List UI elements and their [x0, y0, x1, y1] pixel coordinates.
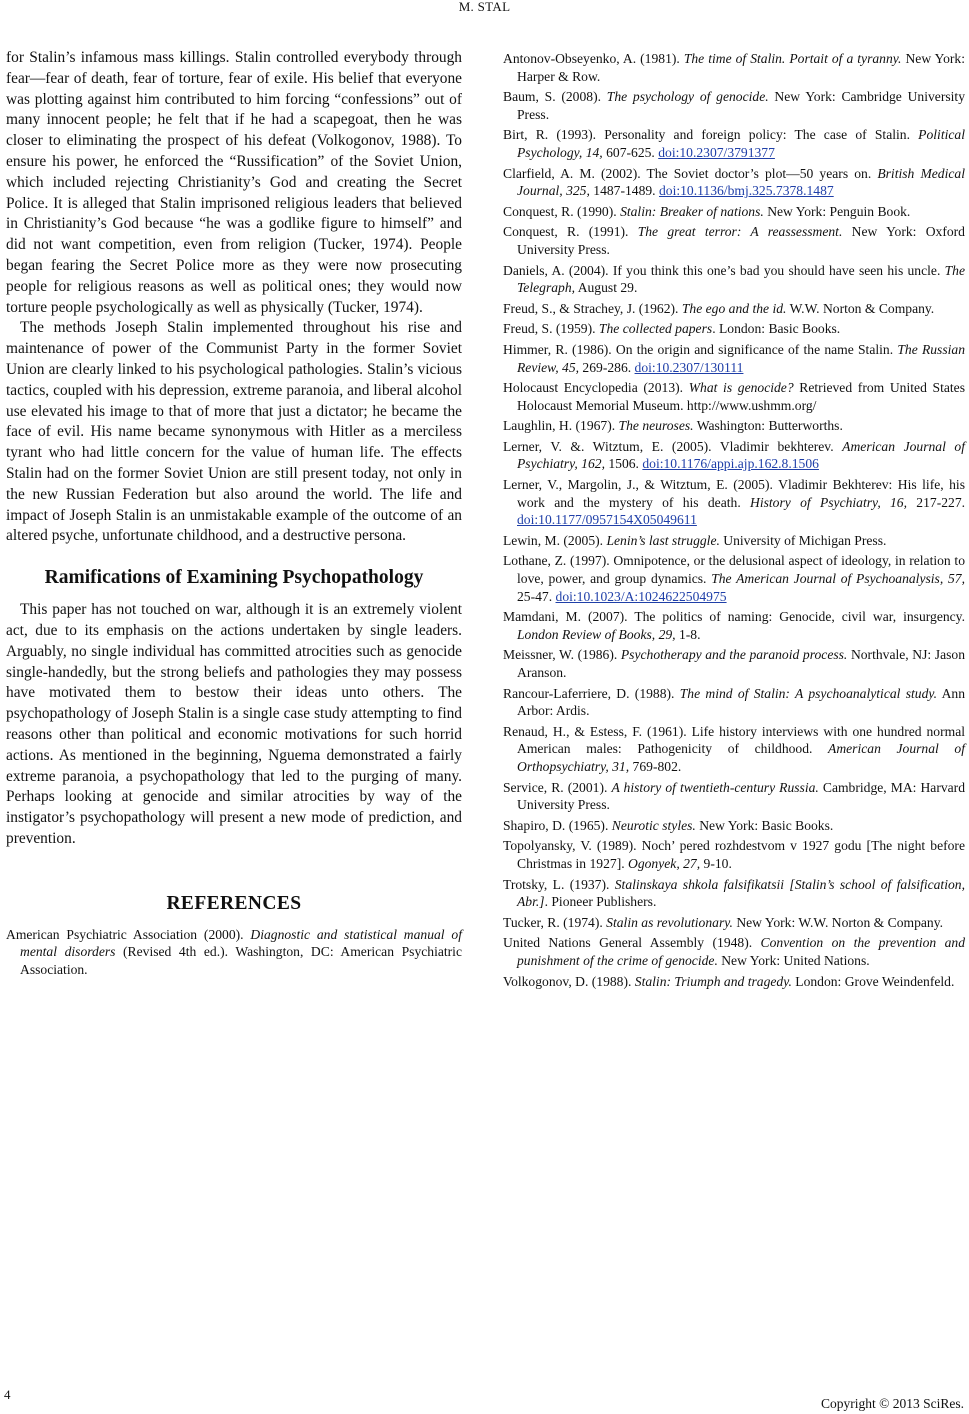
- reference-entry: Rancour-Laferriere, D. (1988). The mind of Stalin: A psychoanalytical study. Ann Arbor: Ardis.: [503, 685, 966, 719]
- doi-link[interactable]: doi:10.1136/bmj.325.7378.1487: [658, 183, 834, 199]
- reference-entry: United Nations General Assembly (1948). Convention on the prevention and punishment of the crime of genocide. New York: United Nations.: [503, 935, 965, 968]
- reference-entry: Shapiro, D. (1965). Neurotic styles. New York: Basic Books.: [503, 817, 834, 833]
- reference-entry: Antonov-Obseyenko, A. (1981). The time of Stalin. Portait of a tyranny. New York: Harper & Row.: [503, 51, 965, 84]
- doi-link[interactable]: doi:10.2307/130111: [634, 359, 744, 375]
- reference-entry: Lewin, M. (2005). Lenin’s last struggle. University of Michigan Press.: [503, 532, 887, 548]
- copyright-notice: Copyright © 2013 SciRes.: [820, 1396, 964, 1411]
- reference-entry: Renaud, H., & Estess, F. (1961). Life history interviews with one hundred normal American males: Pathogenicity of childhood. American Journal of Orthopsychiatry, 31, 769-802.: [503, 723, 965, 774]
- doi-link[interactable]: doi:10.1177/0957154X05049611: [517, 512, 697, 528]
- reference-entry: Baum, S. (2008). The psychology of genocide. New York: Cambridge University Press.: [503, 89, 965, 122]
- reference-entry: Trotsky, L. (1937). Stalinskaya shkola falsifikatsii [Stalin’s school of falsification, Abr.]. Pioneer Publishers.: [503, 876, 965, 910]
- body-paragraph-3: This paper has not touched on war, although it is an extremely violent act, due to its emphasis on the actions undertaken by single leaders. Arguably, no single individual has committed atrocities such as genocide single-handedly, but the strong beliefs and pathologies they may possess have motivated them to bestow their ideas unto others. The psychopathology of Joseph Stalin is a single case study attempting to find reasons other than political and economic motivations for such horrid actions. As mentioned in the beginning, Nguema demonstrated a fairly extreme paranoia, a psychopathology that led to the purging of many. Perhaps looking at genocide and similar atrocities by way of the instigator’s psychopathology will present a new mode of prediction, and prevention.: [6, 601, 462, 847]
- reference-entry: Daniels, A. (2004). If you think this one’s bad you should have seen his uncle. The Telegraph, August 29.: [503, 262, 965, 296]
- reference-entry: Tucker, R. (1974). Stalin as revolutionary. New York: W.W. Norton & Company.: [503, 914, 944, 930]
- reference-entry: Conquest, R. (1990). Stalin: Breaker of nations. New York: Penguin Book.: [503, 203, 911, 219]
- references-list: [503, 50, 965, 993]
- reference-entry: Freud, S. (1959). The collected papers. London: Basic Books.: [503, 321, 841, 337]
- body-paragraph-1: for Stalin’s infamous mass killings. Stalin controlled everybody through fear—fear of death, fear of torture, fear of exile. His belief that everyone was plotting against him contributed to him forcing “confessions” out of many innocent people; he felt that if he had a scapegoat, then he was closer to eliminating the prospect of his defeat (Volkogonov, 1988). To ensure his power, he enforced the “Russification” of the Soviet Union, which included rejecting Christianity’s God and creating the Secret Police. It is alleged that Stalin imprisoned religious leaders that believed in Christianity’s God because “he was a godlike figure to himself” and did not want competition, even from religion (Tucker, 1974). People began fearing the Secret Police more as they were now prosecuting people for religious reasons as well as political ones; they would now torture people psychologically as well as physically (Tucker, 1974).: [6, 49, 462, 316]
- left-column: [6, 48, 462, 981]
- reference-entry: Freud, S., & Strachey, J. (1962). The ego and the id. W.W. Norton & Company.: [503, 300, 935, 316]
- reference-entry: American Psychiatric Association (2000). Diagnostic and statistical manual of mental disorders (Revised 4th ed.). Washington, DC: American Psychiatric Association.: [6, 926, 462, 977]
- doi-link[interactable]: doi:10.1176/appi.ajp.162.8.1506: [642, 456, 819, 472]
- references-heading: REFERENCES: [166, 892, 302, 914]
- reference-entry: Topolyansky, V. (1989). Noch’ pered rozhdestvom v 1927 godu [The night before Christmas in 1927]. Ogonyek, 27, 9-10.: [503, 838, 965, 871]
- reference-entry: Lerner, V. &. Witztum, E. (2005). Vladimir bekhterev. American Journal of Psychiatry, 162, 1506. doi:10.1176/appi.ajp.162.8.1506: [503, 438, 965, 472]
- reference-entry: Conquest, R. (1991). The great terror: A reassessment. New York: Oxford University Press.: [503, 224, 965, 257]
- page-number: 4: [4, 1387, 11, 1402]
- reference-entry: Birt, R. (1993). Personality and foreign policy: The case of Stalin. Political Psychology, 14, 607-625. doi:10.2307/3791377: [503, 127, 965, 160]
- reference-entry: Holocaust Encyclopedia (2013). What is genocide? Retrieved from United States Holocaust Memorial Museum. http://www.ushmm.org/: [503, 380, 965, 413]
- reference-entry: Mamdani, M. (2007). The politics of naming: Genocide, civil war, insurgency. London Review of Books, 29, 1-8.: [503, 609, 965, 642]
- doi-link[interactable]: doi:10.1023/A:1024622504975: [555, 588, 727, 604]
- reference-entry: Volkogonov, D. (1988). Stalin: Triumph and tragedy. London: Grove Weindenfeld.: [503, 973, 955, 989]
- reference-entry: Service, R. (2001). A history of twentieth-century Russia. Cambridge, MA: Harvard University Press.: [503, 779, 966, 813]
- reference-entry: Lerner, V., Margolin, J., & Witztum, E. (2005). Vladimir Bekhterev: His life, his work and the mystery of his death. History of Psychiatry, 16, 217-227. doi:10.1177/0957154X05049611: [503, 477, 966, 528]
- reference-entry: Himmer, R. (1986). On the origin and significance of the name Stalin. The Russian Review, 45, 269-286. doi:10.2307/130111: [503, 341, 966, 375]
- reference-entry: Clarfield, A. M. (2002). The Soviet doctor’s plot—50 years on. British Medical Journal, 325, 1487-1489. doi:10.1136/bmj.325.7378.1487: [503, 165, 965, 199]
- running-head: M. STAL: [458, 0, 511, 14]
- reference-entry: Laughlin, H. (1967). The neuroses. Washington: Butterworths.: [503, 418, 843, 434]
- reference-entry: Lothane, Z. (1997). Omnipotence, or the delusional aspect of ideology, in relation to love, power, and group dynamics. The American Journal of Psychoanalysis, 57, 25-47. doi:10.1023/A:1024622504975: [503, 553, 965, 604]
- section-heading: Ramifications of Examining Psychopathology: [44, 567, 424, 589]
- doi-link[interactable]: doi:10.2307/3791377: [658, 144, 775, 160]
- body-paragraph-2: The methods Joseph Stalin implemented throughout his rise and maintenance of power of the Communist Party in the former Soviet Union are clearly linked to his psychological pathologies. Stalin’s vicious tactics, coupled with his depression, extreme paranoia, and liberal alcohol use elevated his image to that of more that just a dictator; he became the face of evil. His name became synonymous with Hitler as a merciless tyrant who had little concern for the value of human life. The effects Stalin had on the former Soviet Union are still present today, not only in the new Russian Federation but also around the world. The life and impact of Joseph Stalin is an unmistakable example of the outcome of an altered psyche, unfortunate childhood, and a destructive persona.: [6, 319, 462, 545]
- reference-entry: Meissner, W. (1986). Psychotherapy and the paranoid process. Northvale, NJ: Jason Aranson.: [503, 647, 965, 680]
